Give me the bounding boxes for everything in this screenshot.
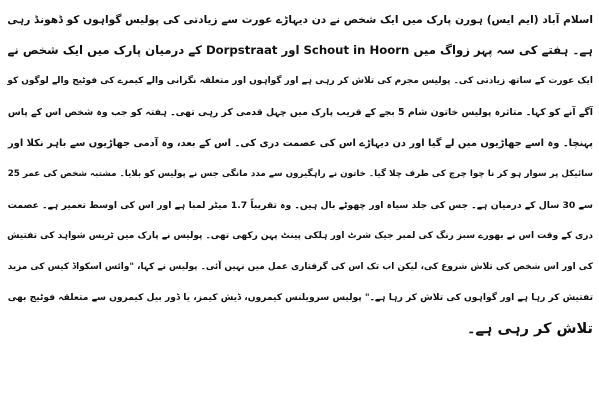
article-line-7: سے 30 سال کے درمیان ہے۔ جس کی جلد سیاہ اور چھوٹے بال ہیں۔ وہ تقریباً 1.7 میٹر لمبا ہے اور اس کی اوسط تعمیر ہے۔ عصمت [7, 200, 593, 211]
article-line-5: پہنچا۔ وہ اسے جھاڑیوں میں لے گیا اور دن دیہاڑے اس کی عصمت دری کی۔ اس کے بعد، وہ آدمی جھاڑیوں سے باہر نکلا اور [8, 138, 593, 149]
article-line-11: تلاش کر رہی ہے۔ [466, 321, 593, 337]
article-line-10: تفتیش کر رہا ہے اور گواہوں کی تلاش کر رہا ہے۔" پولیس سرویلنس کیمروں، ڈیش کیمز، یا ڈور بیل کیمروں سے متعلقہ فوٹیج بھی [7, 293, 593, 303]
article-line-9: کی اور اس شخص کی تلاش شروع کی، لیکن اب تک اس کی گرفتاری عمل میں نہیں آئی۔ پولیس نے کہا، "وائس اسکواڈ کیس کی مزید [7, 262, 593, 272]
article-body [4, 4, 593, 345]
article-line-6: سائیکل پر سوار ہو کر نا چوا چرچ کی طرف چلا گیا۔ خاتون نے راہگیروں سے مدد مانگی جس نے پولیس کو بلایا۔ مشتبہ شخص کی عمر 25 [7, 169, 593, 179]
article-line-4: آگے آنے کو کہا۔ متاثرہ پولیس خاتون شام 5 بجے کے قریب پارک میں چہل قدمی کر رہی تھی۔ ہفتہ کو جب وہ شخص اس کے پاس [7, 107, 593, 118]
article-line-8: دری کے وقت اس نے بھورے سبز رنگ کی لمبر جیک شرٹ اور ہلکی پینٹ پہن رکھی تھی۔ پولیس نے پارک میں ٹریس شواہد کی تفتیش [7, 231, 593, 241]
article-line-1: اسلام آباد (ایم ایس) ہورن پارک میں ایک شخص نے دن دیہاڑے عورت سے زیادتی کی پولیس گواہوں کو ڈھونڈ رہی [7, 13, 593, 26]
article-line-3: ایک عورت کے ساتھ زیادتی کی۔ پولیس مجرم کی تلاش کر رہی ہے اور گواہوں اور متعلقہ نگرانی والے کیمرے کی فوٹیج والے لوگوں کو [7, 76, 593, 86]
article-line-2: ہے۔ ہفتے کی سہ پہر زواگ میں Schout in Hoorn اور Dorpstraat کے درمیان پارک میں ایک شخص نے [7, 43, 593, 57]
